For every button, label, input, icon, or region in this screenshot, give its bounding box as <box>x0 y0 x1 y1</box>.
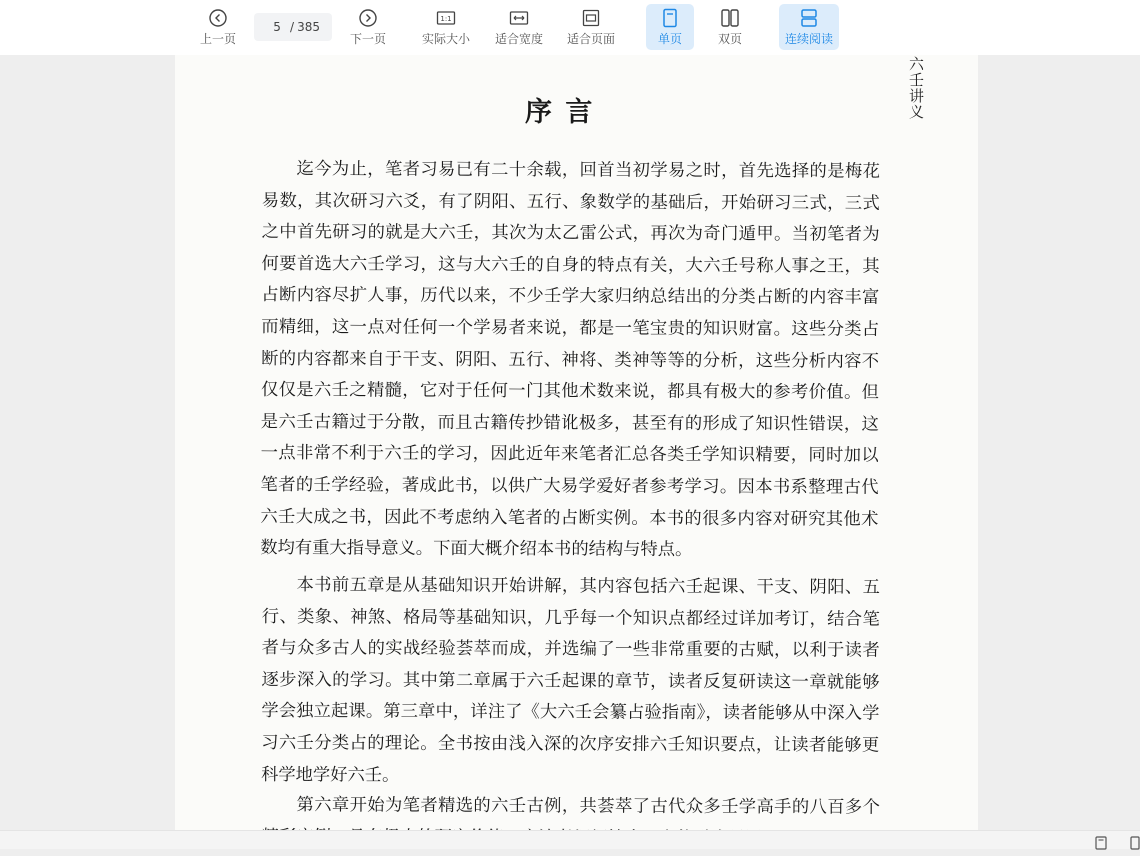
fit-width-label: 适合宽度 <box>494 32 543 46</box>
book-side-title: 六壬讲义 <box>907 56 925 120</box>
page-number-box[interactable] <box>254 13 332 41</box>
single-page-button[interactable] <box>646 4 694 50</box>
next-page-label: 下一页 <box>349 32 386 46</box>
page-view-icon[interactable] <box>1094 835 1108 854</box>
paragraph-1: 迄今为止，笔者习易已有二十余载，回首当初学易之时，首先选择的是梅花易数，其次研习六爻，有了阴阳、五行、象数学的基础后，开始研习三式，三式之中首先研习的就是大六壬，其次为太乙雷公式，再次为奇门遁甲。当初笔者为何要首选大六壬学习，这与大六壬的自身的特点有关，大六壬号称人事之王，其占断内容尽扩人事，历代以来，不少壬学大家归纳总结出的分类占断的内容丰富而精细，这一点对任何一个学易者来说，都是一笔宝贵的知识财富。这些分类占断的内容都来自于干支、阴阳、五行、神将、类神等等的分析，这些分析内容不仅仅是六壬之精髓，它对于任何一门其他术数来说，都具有极大的参考价值。但是六壬古籍过于分散，而且古籍传抄错讹极多，甚至有的形成了知识性错误，这一点非常不利于六壬的学习，因此近年来笔者汇总各类壬学知识精要，同时加以笔者的壬学经验，著成此书，以供广大易学爱好者参考学习。因本书系整理古代六壬大成之书，因此不考虑纳入笔者的占断实例。本书的很多内容对研究其他术数均有重大指导意义。下面大概介绍本书的结构与特点。 <box>260 159 880 561</box>
page-title: 序 言 <box>525 97 595 128</box>
chevron-right-circle-icon <box>357 8 379 28</box>
actual-size-button[interactable] <box>418 4 474 50</box>
double-page-button[interactable] <box>708 4 752 50</box>
fit-page-button[interactable] <box>562 4 620 50</box>
continuous-reading-button[interactable] <box>779 4 839 50</box>
next-page-button[interactable] <box>346 4 390 50</box>
prev-page-button[interactable] <box>196 4 240 50</box>
layout-icon[interactable] <box>1130 835 1140 854</box>
single-page-icon <box>659 8 681 28</box>
double-page-label: 双页 <box>717 32 742 46</box>
single-page-label: 单页 <box>657 32 682 46</box>
prev-page-label: 上一页 <box>199 32 236 46</box>
total-pages: 385 <box>297 20 320 34</box>
fit-width-icon <box>508 8 530 28</box>
status-bar <box>0 830 1140 849</box>
fit-page-label: 适合页面 <box>566 32 615 46</box>
double-page-icon <box>719 8 741 28</box>
paragraph-2: 本书前五章是从基础知识开始讲解，其内容包括六壬起课、干支、阴阳、五行、类象、神煞、格局等基础知识，几乎每一个知识点都经过详加考订，结合笔者与众多古人的实战经验荟萃而成，并选编了一些非常重要的古赋，以利于读者逐步深入的学习。其中第二章属于六壬起课的章节，读者反复研读这一章就能够学会独立起课。第三章中，详注了《大六壬会纂占验指南》，读者能够从中深入学习六壬分类占的理论。全书按由浅入深的次序安排六壬知识要点，让读者能够更科学地学好六壬。 <box>261 575 880 786</box>
chevron-left-circle-icon <box>207 8 229 28</box>
svg-text:1:1: 1:1 <box>440 15 452 24</box>
actual-size-label: 实际大小 <box>421 32 470 46</box>
continuous-reading-label: 连续阅读 <box>784 32 833 46</box>
actual-size-icon <box>435 8 457 28</box>
fit-page-icon <box>580 8 602 28</box>
paragraph-3: 第六章开始为笔者精选的六壬古例，共荟萃了古代众多壬学高手的八百多个精彩实例，具有极大的研究价值，宜读者细细揣摩，方能融会贯通。 <box>296 795 880 818</box>
continuous-reading-icon <box>798 8 820 28</box>
page-separator: / <box>290 20 295 34</box>
current-page-input[interactable]: 5 <box>273 20 281 34</box>
viewer-toolbar <box>0 0 1140 55</box>
fit-width-button[interactable] <box>490 4 548 50</box>
